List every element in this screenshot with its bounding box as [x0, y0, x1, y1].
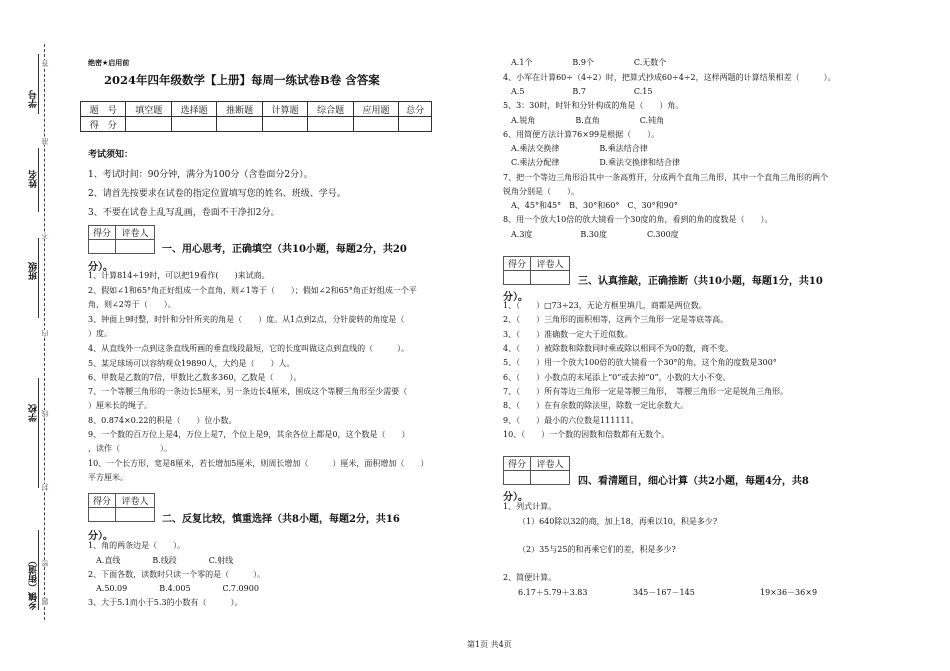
s1-line: 5、某足球场可以容纳观众19890人，大约是（ ）人。 [88, 359, 295, 368]
r-line: C.乘法分配律 D.乘法交换律和结合律 [503, 158, 681, 167]
grader-signer-cell[interactable] [531, 471, 570, 485]
label-student-id: 学号 [29, 90, 39, 108]
grader-label: 评卷人 [116, 494, 155, 508]
grader-signer-cell[interactable] [531, 271, 570, 285]
grader-label: 得分 [504, 457, 531, 471]
s3-line: 4、（ ）被除数和除数同时乘或除以相同不为0的数，商不变。 [503, 344, 734, 353]
s1-line: 8、0.874×0.22的积是（ ）位小数。 [88, 416, 237, 425]
r-line: A.乘法交换律 B.乘法结合律 [503, 144, 648, 153]
grader-box-4 [503, 456, 570, 485]
calc-expression: 19×36－36×9 [760, 588, 818, 597]
s3-line: 8、（ ）在有余数的除法里，除数一定比余数大。 [503, 401, 689, 410]
hint-mi: 密 [41, 560, 49, 567]
label-town: 乡镇（街道） [29, 556, 39, 610]
r-line: 8、用一个放大10倍的放大镜看一个30度的角，看到的角的度数是（ ）。 [503, 215, 773, 224]
s1-line: ）厘米长的绳子。 [88, 401, 152, 410]
page-number: 第1页 共4页 [467, 640, 512, 649]
s3-line: 3、（ ）准确数一定大于近似数。 [503, 330, 633, 339]
score-cell[interactable] [126, 117, 171, 132]
s1-line: 7、一个等腰三角形的一条边长5厘米，另一条边长4厘米，围成这个等腰三角形至少需要（ [88, 387, 408, 396]
s3-line: 7、（ ）所有等边三角形一定是等腰三角形， 等腰三角形一定是锐角三角形。 [503, 387, 789, 396]
s1-line: 平方厘米。 [88, 473, 128, 482]
s2-line: 2、下面各数，读数时只读一个零的是（ ）。 [88, 570, 266, 579]
notice-item: 2、请首先按要求在试卷的指定位置填写您的姓名、班级、学号。 [88, 189, 346, 199]
grader-score-cell[interactable] [504, 271, 531, 285]
s3-line: 5、（ ）用一个放大100倍的放大镜看一个30°的角，这个角的度数是300° [503, 358, 777, 367]
s3-line: 10、（ ）一个数的因数和倍数都有无数个。 [503, 430, 670, 439]
list-calc-title: 1、列式计算。 [503, 502, 557, 511]
notice-item: 3、不要在试卷上乱写乱画，卷面不干净扣2分。 [88, 208, 280, 218]
hint-bu: 不 [41, 232, 49, 239]
score-header-cell: 应用题 [353, 102, 398, 117]
hint-nei: 内 [41, 330, 49, 337]
s1-line: 角，则∠2等于（ ）。 [88, 300, 176, 309]
s1-line: ，读作（ ）。 [88, 444, 172, 453]
grader-label: 得分 [504, 257, 531, 271]
r-line: 锐角分别是（ ）。 [503, 187, 579, 196]
s2-line: A.50.09 B.4.005 C.7.0900 [88, 584, 259, 593]
r-line: 6、用简便方法计算76×99是根据（ ）。 [503, 130, 660, 139]
score-header-cell: 填空题 [126, 102, 171, 117]
grader-score-cell[interactable] [89, 240, 116, 254]
grader-box-1 [88, 225, 155, 254]
s2-line: 3、大于5.1而小于5.3的小数有（ ）。 [88, 598, 243, 607]
notice-title: 考试须知： [88, 150, 134, 160]
list-calc-q1: （1）640除以32的商，加上18，再乘以10，积是多少? [518, 517, 718, 526]
hint-xian: 线 [41, 410, 49, 417]
simple-calc-title: 2、简便计算。 [503, 573, 557, 582]
score-header-cell: 综合题 [308, 102, 353, 117]
r-line: 4、小军在计算60÷（4÷2）时，把算式抄成60÷4÷2，这样两题的计算结果相差（ ）。 [503, 73, 836, 82]
grader-score-cell[interactable] [504, 471, 531, 485]
r-line: A.3度 B.30度 C.300度 [503, 230, 679, 239]
section1-heading: 一、用心思考，正确填空（共10小题，每题2分，共20 [162, 244, 407, 255]
score-header-cell: 选择题 [171, 102, 216, 117]
section3-heading: 三、认真推敲，正确推断（共10小题，每题1分，共10 [578, 276, 823, 287]
r-line: A.1个 B.9个 C.无数个 [503, 58, 667, 67]
label-name: 姓名 [29, 170, 39, 188]
s3-line: 6、（ ）小数点的末尾添上“0”或去掉“0”，小数的大小不变。 [503, 373, 731, 382]
score-header-cell: 题 号 [81, 102, 126, 117]
label-class: 班级 [29, 262, 39, 280]
grader-label: 评卷人 [116, 226, 155, 240]
grader-label: 得分 [89, 494, 116, 508]
calc-expression: 6.17＋5.79＋3.83 [518, 588, 588, 597]
score-cell[interactable] [262, 117, 307, 132]
grader-box-3 [503, 256, 570, 285]
r-line: 5、3：30时，时针和分针构成的角是（ ）角。 [503, 101, 684, 110]
s1-line: 4、从直线外一点到这条直线所画的垂直线段最短，它的长度叫做这点到直线的（ ）。 [88, 344, 410, 353]
score-header-cell: 总分 [399, 102, 432, 117]
notice-item: 1、考试时间：90分钟，满分为100分（含卷面分2分）。 [88, 170, 313, 180]
section2-heading-cont: 分）。 [88, 531, 113, 542]
s1-line: ）度。 [88, 329, 112, 338]
calc-expression: 345－167－145 [633, 588, 695, 597]
section4-heading: 四、看清题目，细心计算（共2小题，每题4分，共8 [578, 476, 809, 487]
hint-feng: 封 [41, 484, 49, 491]
section1-heading-cont: 分）。 [88, 262, 113, 273]
score-header-cell: 推断题 [217, 102, 262, 117]
grader-label: 评卷人 [531, 257, 570, 271]
score-row-label: 得 分 [81, 117, 126, 132]
score-cell[interactable] [217, 117, 262, 132]
secret-mark: 绝密★启用前 [88, 59, 130, 67]
grader-signer-cell[interactable] [116, 240, 155, 254]
r-line: A、45°和45° B、30°和60° C、30°和90° [503, 201, 678, 210]
list-calc-q2: （2）35与25的和再乘它们的差，积是多少? [518, 545, 676, 554]
s2-line: 1、角的两条边是（ ）。 [88, 541, 186, 550]
s1-line: 2、假如∠1和65°角正好组成一个直角，则∠1等于（ ）；假如∠2和65°角正好组成一个平 [88, 286, 417, 295]
score-cell[interactable] [353, 117, 398, 132]
label-school: 学校 [29, 404, 39, 422]
grader-label: 评卷人 [531, 457, 570, 471]
s1-line: 10、一个长方形，宽是8厘米，若长增加5厘米，则周长增加（ ）厘米，面积增加（ ） [88, 459, 429, 468]
section4-heading-cont: 分）。 [503, 492, 528, 503]
s1-line: 6、甲数是乙数的7倍，甲数比乙数多360，乙数是（ ）。 [88, 373, 302, 382]
s3-line: 9、（ ）最小的六位数是111111。 [503, 416, 639, 425]
s1-line: 3、钟面上9时整，时针和分针所夹的角是（ ）度。从1点到2点，分针旋转的角度是（ [88, 315, 405, 324]
section3-heading-cont: 分）。 [503, 292, 528, 303]
school-underline [38, 378, 39, 488]
hint-zhun: 准 [41, 138, 49, 145]
section2-heading: 二、反复比较，慎重选择（共8小题，每题2分，共16 [162, 514, 400, 525]
hint-da: 答 [41, 60, 49, 67]
grader-label: 得分 [89, 226, 116, 240]
s1-line: 1、计算814÷19时，可以把19看作( )来试商。 [88, 271, 270, 280]
score-table [80, 101, 432, 132]
s2-line: A.直线 B.线段 C.射线 [88, 556, 234, 565]
s3-line: 1、（ ）□73÷23，无论方框里填几，商都是两位数。 [503, 301, 707, 310]
s3-line: 2、（ ）三角形的面积相等，这两个三角形一定是等底等高。 [503, 315, 729, 324]
grader-signer-cell[interactable] [116, 508, 155, 522]
grader-box-2 [88, 493, 155, 522]
r-line: A.5 B.7 C.15 [503, 87, 653, 96]
s1-line: 9、一个数的百万位上是4，万位上是7，个位上是9，其余各位上都是0，这个数是（ ） [88, 430, 410, 439]
grader-score-cell[interactable] [89, 508, 116, 522]
score-cell[interactable] [308, 117, 353, 132]
score-header-cell: 计算题 [262, 102, 307, 117]
r-line: A.锐角 B.直角 C.钝角 [503, 116, 665, 125]
score-cell[interactable] [171, 117, 216, 132]
page-title: 2024年四年级数学【上册】每周一练试卷B卷 含答案 [104, 73, 380, 87]
hint-ti: 题 [41, 598, 49, 605]
score-cell[interactable] [399, 117, 432, 132]
r-line: 7、把一个等边三角形沿其中一条高剪开，分成两个直角三角形，其中一个直角三角形的两个 [503, 173, 829, 182]
